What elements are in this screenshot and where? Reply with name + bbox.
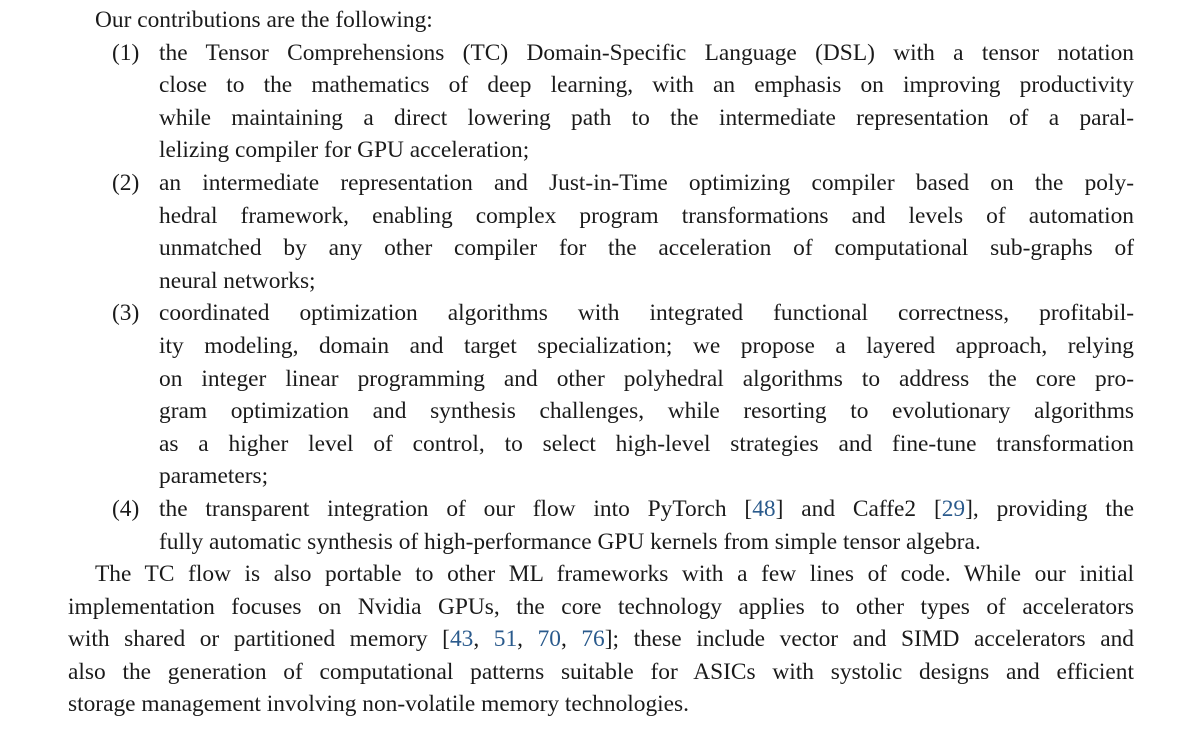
item-line: gram optimization and synthesis challenges, while resorting to evolutionary algorithms	[159, 398, 1134, 425]
paragraph-line: also the generation of computational patterns suitable for ASICs with systolic designs and efficient	[68, 658, 1134, 685]
item-line: parameters;	[159, 463, 269, 490]
item-line: neural networks;	[159, 267, 316, 294]
paragraph-line: with shared or partitioned memory [43, 51, 70, 76]; these include vector and SIMD accelerators and	[68, 626, 1134, 653]
item-number: (2)	[112, 169, 140, 196]
text-run: , providing the	[972, 495, 1134, 522]
item-line: while maintaining a direct lowering path to the intermediate representation of a paral-	[159, 104, 1134, 131]
citation-link[interactable]: 43	[449, 626, 474, 653]
item-line: the transparent integration of our flow into PyTorch [48] and Caffe2 [29], providing the	[159, 495, 1134, 522]
citation-link[interactable]: 48	[752, 495, 776, 522]
item-line: on integer linear programming and other polyhedral algorithms to address the core pro-	[159, 365, 1134, 392]
intro-text: Our contributions are the following:	[95, 7, 433, 33]
item-line: unmatched by any other compiler for the acceleration of computational sub-graphs of	[159, 235, 1134, 262]
citation-link[interactable]: 51	[493, 626, 518, 653]
item-line: fully automatic synthesis of high-performance GPU kernels from simple tensor algebra.	[159, 528, 981, 555]
citation-link[interactable]: 70	[537, 626, 561, 653]
body-paragraph	[68, 558, 1134, 721]
paragraph-line: implementation focuses on Nvidia GPUs, the core technology applies to other types of accelerators	[68, 593, 1134, 620]
text-run: ; these include vector and SIMD accelerators and	[612, 626, 1134, 653]
paper-page	[68, 4, 1134, 721]
contribution-item-3	[68, 297, 1134, 493]
item-number: (3)	[112, 300, 140, 327]
item-number: (4)	[112, 495, 140, 522]
text-run: and Caffe2	[783, 495, 934, 522]
contribution-item-4	[68, 493, 1134, 558]
item-line: lelizing compiler for GPU acceleration;	[159, 137, 530, 164]
item-line: coordinated optimization algorithms with integrated functional correctness, profitabil-	[159, 300, 1134, 327]
citation-link[interactable]: 29	[941, 495, 966, 522]
item-line: the Tensor Comprehensions (TC) Domain-Specific Language (DSL) with a tensor notation	[159, 39, 1134, 66]
item-line: as a higher level of control, to select high-level strategies and fine-tune transformation	[159, 430, 1134, 457]
citation-link[interactable]: 76	[581, 626, 605, 653]
text-run: the transparent integration of our flow into PyTorch	[159, 495, 745, 522]
paragraph-line: storage management involving non-volatile memory technologies.	[68, 691, 689, 718]
paragraph-line: The TC flow is also portable to other ML frameworks with a few lines of code. While our initial	[95, 561, 1134, 588]
item-line: hedral framework, enabling complex program transformations and levels of automation	[159, 202, 1134, 229]
item-number: (1)	[112, 39, 140, 66]
contribution-item-2	[68, 167, 1134, 297]
item-line: an intermediate representation and Just-in-Time optimizing compiler based on the poly-	[159, 169, 1134, 196]
item-line: ity modeling, domain and target specialization; we propose a layered approach, relying	[159, 332, 1134, 359]
contribution-item-1	[68, 37, 1134, 167]
item-line: close to the mathematics of deep learning, with an emphasis on improving productivity	[159, 72, 1134, 99]
text-run: with shared or partitioned memory	[68, 626, 443, 653]
